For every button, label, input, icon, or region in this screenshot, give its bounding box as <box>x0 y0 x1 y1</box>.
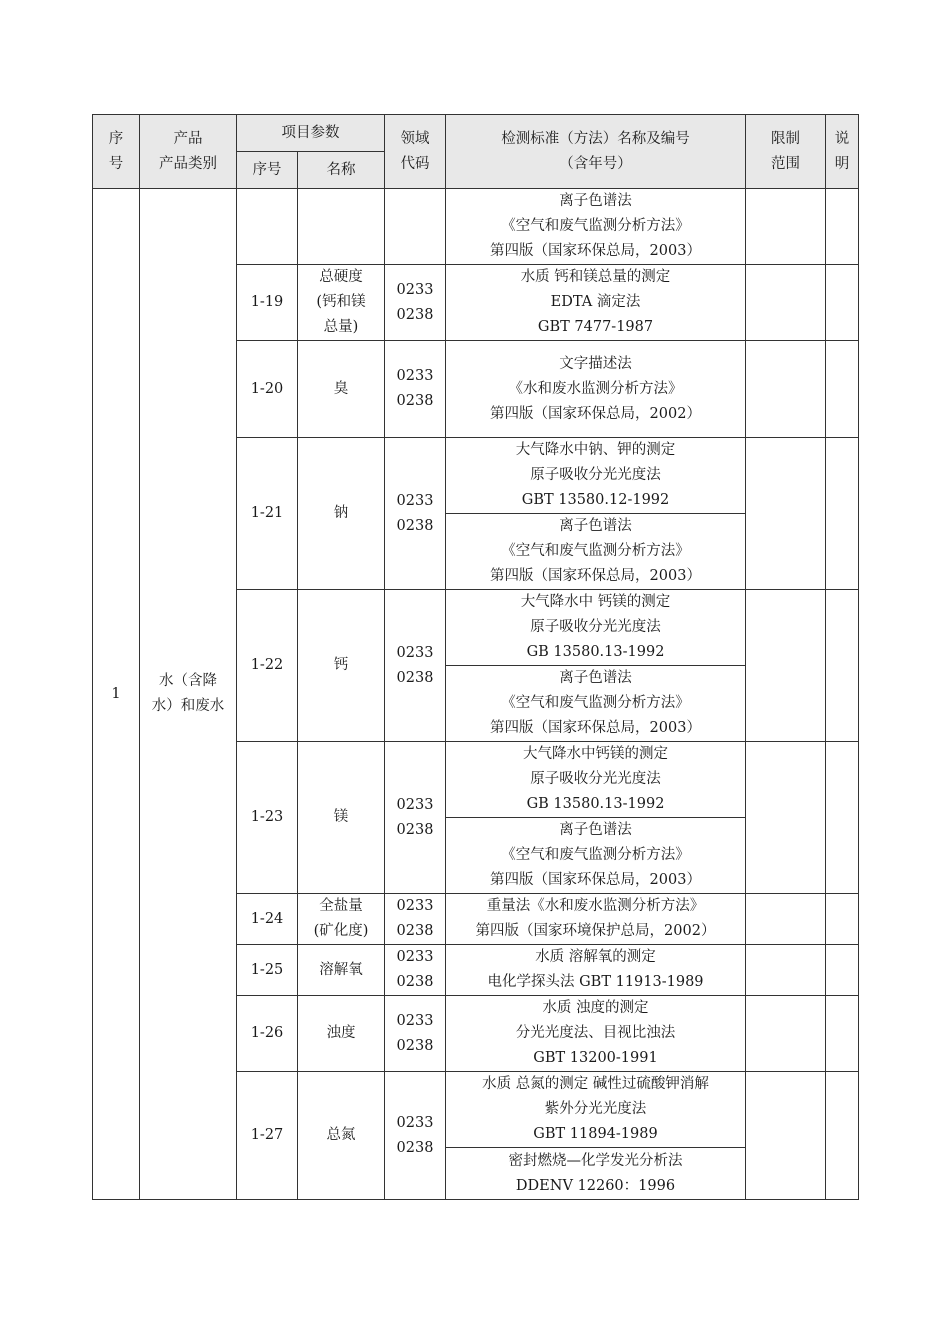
cell-text: 0238 <box>396 393 434 409</box>
cell-text: 《空气和废气监测分析方法》 <box>501 543 690 559</box>
cell-text: 1-24 <box>250 910 284 927</box>
item-name-cell <box>298 341 385 438</box>
cell-text: GBT 13580.12-1992 <box>521 492 670 508</box>
item-seq-cell <box>237 742 298 894</box>
cell-text: 0233 <box>396 898 434 914</box>
cell-text: 《空气和废气监测分析方法》 <box>501 847 690 863</box>
method-cell <box>446 1148 746 1200</box>
cell-text: 0233 <box>396 368 434 384</box>
note-cell <box>826 341 859 438</box>
header-seq: 序 号 <box>93 115 140 189</box>
note-cell <box>826 189 859 265</box>
cell-text: 离子色谱法 <box>559 518 632 534</box>
cell-text: 水质 钙和镁总量的测定 <box>520 269 671 285</box>
limit-cell <box>746 1072 826 1200</box>
method-cell <box>446 894 746 945</box>
method-cell <box>446 265 746 341</box>
cell-text: 总硬度 <box>319 269 363 285</box>
cell-text: (矿化度) <box>313 923 369 939</box>
method-cell <box>446 438 746 514</box>
cell-text: 水质 溶解氧的测定 <box>535 949 656 965</box>
limit-cell <box>746 894 826 945</box>
cell-text: 水质 总氮的测定 碱性过硫酸钾消解 <box>482 1076 709 1092</box>
product-category-cell <box>140 189 237 1200</box>
note-cell <box>826 742 859 894</box>
cell-text: 臭 <box>333 380 349 397</box>
cell-text: 水质 浊度的测定 <box>542 1000 649 1016</box>
cell-text: 总量) <box>323 319 359 335</box>
limit-cell <box>746 189 826 265</box>
cell-text: 原子吸收分光光度法 <box>530 771 661 787</box>
method-cell <box>446 666 746 742</box>
cell-text: GBT 7477-1987 <box>537 319 654 335</box>
method-cell <box>446 514 746 590</box>
cell-text: 第四版（国家环保总局，2002） <box>490 405 701 422</box>
item-seq-cell <box>237 894 298 945</box>
header-domain-code: 领域 代码 <box>385 115 446 189</box>
cell-text: 0238 <box>396 306 434 323</box>
table-row <box>93 189 859 265</box>
cell-text: (钙和镁 <box>316 294 366 310</box>
cell-text: 1-26 <box>250 1025 284 1041</box>
cell-text: 《空气和废气监测分析方法》 <box>501 695 690 711</box>
limit-cell <box>746 742 826 894</box>
item-seq-cell <box>237 341 298 438</box>
cell-text: 1-21 <box>250 505 284 521</box>
cell-text: 第四版（国家环保总局，2003） <box>490 720 701 736</box>
cell-text: 0233 <box>396 1114 434 1131</box>
cell-text: 0233 <box>396 1012 434 1029</box>
item-name-cell <box>298 438 385 590</box>
note-cell <box>826 945 859 996</box>
cell-text: 0238 <box>396 1139 434 1156</box>
note-cell <box>826 590 859 742</box>
item-seq-cell <box>237 945 298 996</box>
item-name-cell <box>298 265 385 341</box>
cell-text: 离子色谱法 <box>559 822 632 838</box>
method-cell <box>446 742 746 818</box>
table-body <box>93 189 859 1200</box>
item-name-cell <box>298 894 385 945</box>
cell-text: 第四版（国家环境保护总局，2002） <box>475 923 716 939</box>
cell-text: GBT 13200-1991 <box>533 1050 658 1066</box>
cell-text: 1-27 <box>250 1127 284 1143</box>
cell-text: 0238 <box>396 517 434 534</box>
cell-text: 浊度 <box>326 1025 356 1041</box>
cell-text: 水（含降 <box>159 673 217 689</box>
cell-text: 大气降水中 钙镁的测定 <box>520 594 671 610</box>
item-seq-cell <box>237 438 298 590</box>
cell-text: 1-23 <box>250 809 284 825</box>
cell-text: 大气降水中钠、钾的测定 <box>515 442 676 458</box>
domain-code-cell <box>385 1072 446 1200</box>
standards-table <box>92 114 859 1200</box>
cell-text: 0238 <box>396 669 434 686</box>
domain-code-cell <box>385 894 446 945</box>
header-item-seq: 序号 <box>237 152 298 189</box>
limit-cell <box>746 590 826 742</box>
table-header <box>93 115 859 189</box>
limit-cell <box>746 341 826 438</box>
cell-text: GBT 11894-1989 <box>533 1126 658 1142</box>
cell-text: 原子吸收分光光度法 <box>530 467 661 483</box>
method-cell <box>446 1072 746 1148</box>
header-item-params: 项目参数 <box>237 115 385 152</box>
item-seq-cell <box>237 189 298 265</box>
domain-code-cell <box>385 189 446 265</box>
cell-text: 0233 <box>396 644 434 661</box>
item-seq-cell <box>237 1072 298 1200</box>
note-cell <box>826 894 859 945</box>
domain-code-cell <box>385 945 446 996</box>
note-cell <box>826 265 859 341</box>
item-name-cell <box>298 945 385 996</box>
domain-code-cell <box>385 341 446 438</box>
item-name-cell <box>298 742 385 894</box>
item-seq-cell <box>237 590 298 742</box>
cell-text: 钙 <box>333 657 349 673</box>
cell-text: 分光光度法、目视比浊法 <box>515 1025 676 1041</box>
limit-cell <box>746 265 826 341</box>
limit-cell <box>746 945 826 996</box>
header-product: 产品 产品类别 <box>140 115 237 189</box>
method-cell <box>446 945 746 996</box>
cell-text: 0233 <box>396 492 434 509</box>
cell-text: 《水和废水监测分析方法》 <box>508 380 683 397</box>
cell-text: EDTA 滴定法 <box>550 294 641 310</box>
cell-text: 0233 <box>396 796 434 813</box>
cell-text: 《空气和废气监测分析方法》 <box>501 218 690 234</box>
method-cell <box>446 996 746 1072</box>
limit-cell <box>746 996 826 1072</box>
cell-text: 离子色谱法 <box>559 193 632 209</box>
header-standard: 检测标准（方法）名称及编号 （含年号） <box>446 115 746 189</box>
cell-text: 0233 <box>396 949 434 965</box>
cell-text: 重量法《水和废水监测分析方法》 <box>486 898 705 914</box>
cell-text: 1-25 <box>250 961 284 978</box>
item-seq-cell <box>237 996 298 1072</box>
method-cell <box>446 189 746 265</box>
method-cell <box>446 590 746 666</box>
header-item-name: 名称 <box>298 152 385 189</box>
cell-text: 大气降水中钙镁的测定 <box>523 746 668 762</box>
domain-code-cell <box>385 265 446 341</box>
cell-text: 电化学探头法 GBT 11913-1989 <box>487 974 704 990</box>
cell-text: 0238 <box>396 974 434 990</box>
domain-code-cell <box>385 590 446 742</box>
domain-code-cell <box>385 742 446 894</box>
cell-text: 0238 <box>396 1037 434 1054</box>
cell-text: 总氮 <box>326 1127 356 1143</box>
cell-text: 紫外分光光度法 <box>544 1101 647 1117</box>
cell-text: 原子吸收分光光度法 <box>530 619 661 635</box>
cell-text: 1-19 <box>250 294 284 310</box>
cell-text: 离子色谱法 <box>559 670 632 686</box>
cell-text: 钠 <box>333 505 349 521</box>
header-limit: 限制 范围 <box>746 115 826 189</box>
domain-code-cell <box>385 438 446 590</box>
note-cell <box>826 996 859 1072</box>
header-note: 说 明 <box>826 115 859 189</box>
item-name-cell <box>298 1072 385 1200</box>
method-cell <box>446 341 746 438</box>
item-seq-cell <box>237 265 298 341</box>
item-name-cell <box>298 189 385 265</box>
cell-text: 文字描述法 <box>559 355 632 372</box>
item-name-cell <box>298 590 385 742</box>
cell-text: 水）和废水 <box>151 698 225 714</box>
cell-text: 第四版（国家环保总局，2003） <box>490 243 701 259</box>
method-cell <box>446 818 746 894</box>
cell-text: 0233 <box>396 281 434 298</box>
cell-text: 第四版（国家环保总局，2003） <box>490 568 701 584</box>
cell-text: 密封燃烧—化学发光分析法 <box>508 1152 683 1169</box>
item-name-cell <box>298 996 385 1072</box>
cell-text: 1-22 <box>250 657 284 673</box>
note-cell <box>826 438 859 590</box>
group-seq-cell: 1 <box>93 189 140 1200</box>
cell-text: GB 13580.13-1992 <box>526 796 665 812</box>
cell-text: 1-20 <box>250 380 284 397</box>
cell-text: DDENV 12260：1996 <box>515 1177 676 1194</box>
cell-text: 第四版（国家环保总局，2003） <box>490 872 701 888</box>
limit-cell <box>746 438 826 590</box>
cell-text: 全盐量 <box>319 898 363 914</box>
cell-text: GB 13580.13-1992 <box>526 644 665 660</box>
cell-text: 0238 <box>396 821 434 838</box>
domain-code-cell <box>385 996 446 1072</box>
note-cell <box>826 1072 859 1200</box>
cell-text: 镁 <box>333 809 349 825</box>
cell-text: 0238 <box>396 923 434 939</box>
cell-text: 溶解氧 <box>319 961 363 978</box>
